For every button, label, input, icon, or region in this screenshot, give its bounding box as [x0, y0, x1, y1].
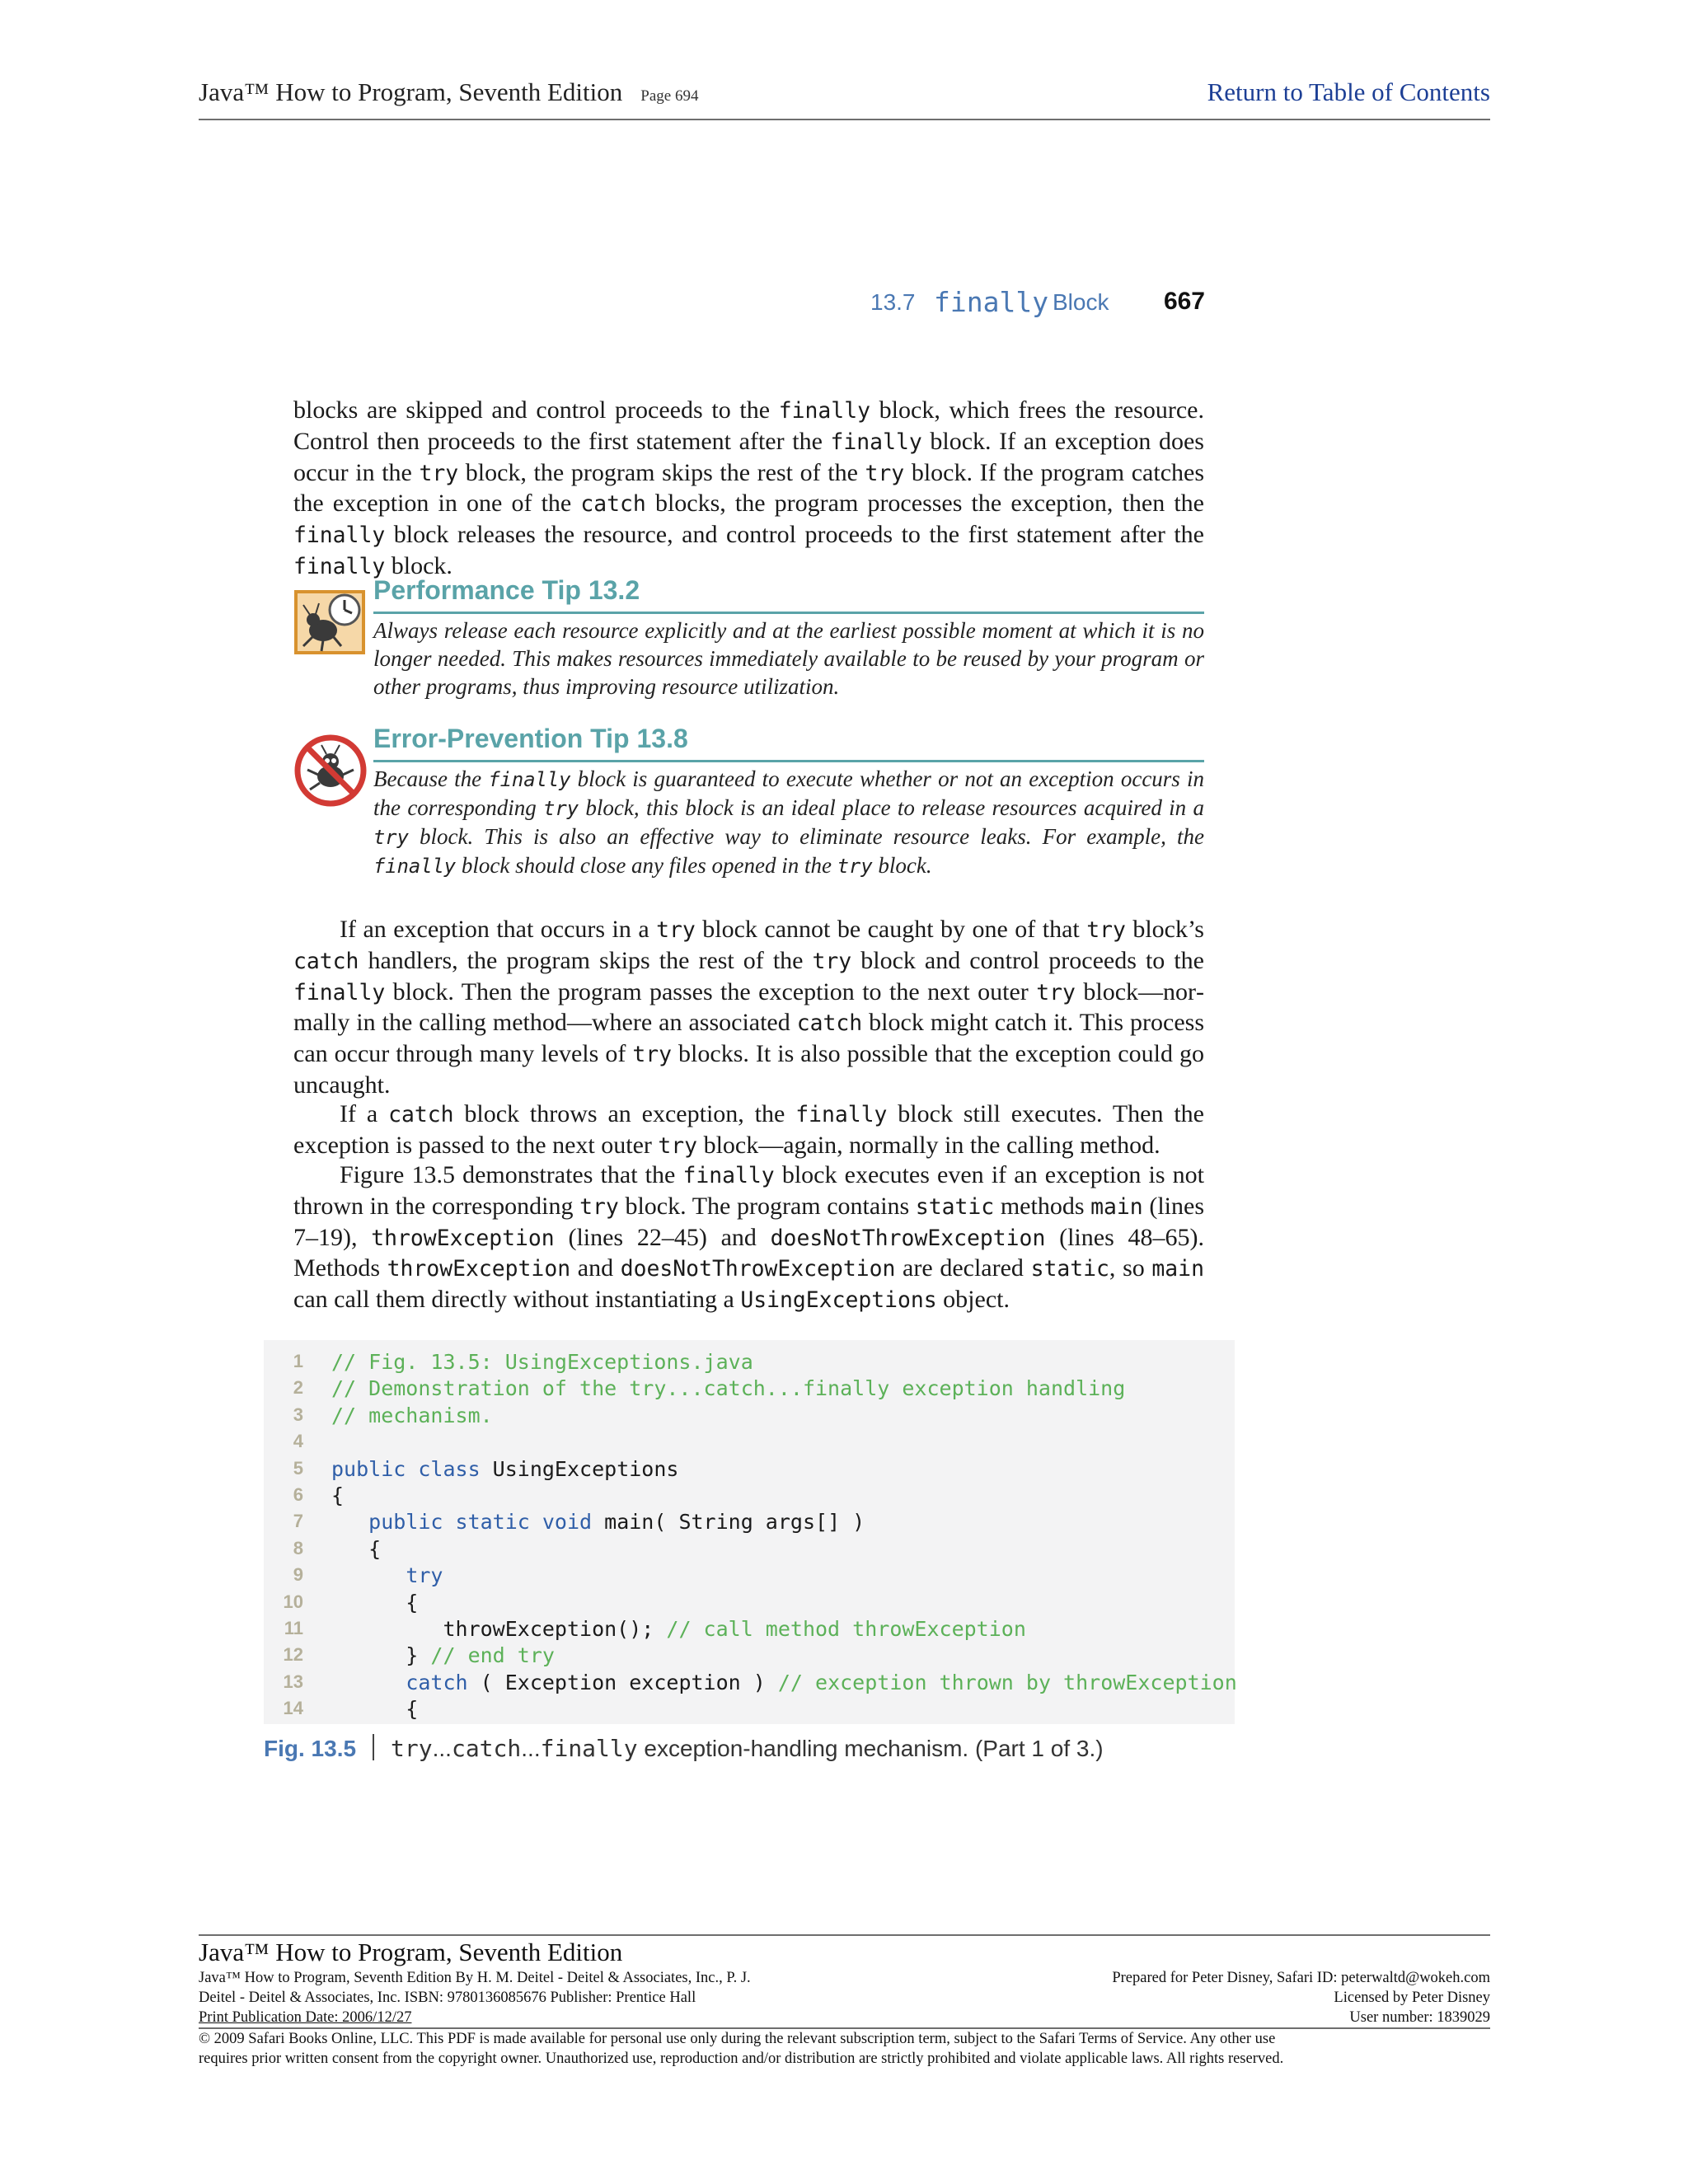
line-number: 11: [284, 1618, 303, 1638]
text-run: block cannot be caught by one of that: [695, 916, 1087, 943]
inline-code: doesNotThrowException: [620, 1256, 896, 1282]
code-text: [331, 1671, 1237, 1694]
text-run: block’s: [1125, 916, 1204, 943]
text-run: and: [570, 1254, 621, 1282]
text-run: block.: [385, 551, 452, 579]
inline-code: UsingExceptions: [740, 1287, 937, 1314]
code-line: [264, 1350, 1235, 1376]
caption-divider: [373, 1734, 374, 1760]
code-comment: // Demonstration of the try...catch...finally exception handling: [331, 1376, 1126, 1401]
text-run: block releases the resource, and control proceeds to the first statement after the: [385, 521, 1204, 549]
code-plain: [331, 1671, 406, 1694]
text-run: block. If an exception does occur in the: [293, 427, 1204, 486]
caption-text: [391, 1736, 1104, 1761]
text-run: methods: [994, 1192, 1091, 1220]
code-plain: {: [331, 1697, 419, 1722]
line-number: 5: [293, 1457, 303, 1479]
inline-code: finally: [293, 979, 386, 1005]
copyright-line-2: requires prior written consent from the copyright owner. Unauthorized use, reproduction and/or distribution are strictly prohibited and violate applicable laws. All rights reserved.: [199, 2050, 1284, 2067]
page-header: [199, 74, 1490, 120]
text-run: block.: [872, 853, 932, 878]
inline-code: finally: [488, 768, 571, 791]
line-number: 12: [283, 1644, 303, 1666]
text-run: (lines 7–19),: [293, 1192, 1204, 1251]
body-paragraph-3: [293, 1099, 1204, 1160]
no-bug-icon: [293, 733, 368, 808]
footer-right-line-3: User number: 1839029: [1349, 2009, 1490, 2026]
text-run: object.: [936, 1286, 1010, 1314]
line-number: 4: [293, 1431, 303, 1452]
text-run: Always release each resource explicitly and at the earliest possible moment at which it is no longer needed. This makes resources immediately available to be reused by your program or other programs, thus improving resource utilization.: [373, 618, 1204, 699]
performance-tip-title: Performance Tip 13.2: [373, 575, 1204, 614]
header-page-label: Page 694: [640, 87, 699, 105]
text-run: Because the: [373, 766, 489, 791]
code-plain: {: [331, 1536, 382, 1561]
text-run: block still executes. Then the exception is passed to the next outer: [293, 1100, 1205, 1159]
code-text: [331, 1591, 418, 1615]
inline-code: try: [1036, 979, 1076, 1005]
code-text: [331, 1404, 493, 1427]
code-line: [264, 1376, 1235, 1402]
text-run: block, this block is an ideal place to release resources acquired in a: [579, 795, 1204, 820]
inline-code: static: [915, 1193, 995, 1220]
inline-code: finally: [293, 523, 386, 549]
code-text: [331, 1643, 555, 1667]
code-line: [264, 1404, 1235, 1429]
inline-code: finally: [830, 429, 922, 455]
code-comment: // end try: [430, 1643, 555, 1668]
line-number: 8: [293, 1537, 303, 1558]
line-number: 10: [283, 1591, 303, 1612]
inline-code: try: [656, 917, 696, 943]
text-run: ...: [521, 1736, 541, 1761]
text-run: block throws an exception, the: [453, 1100, 796, 1127]
inline-code: try: [579, 1193, 619, 1220]
error-prevention-tip-title: Error-Prevention Tip 13.8: [373, 724, 1204, 762]
line-number: 2: [293, 1377, 303, 1399]
text-run: exception-handling mechanism. (Part 1 of 3.): [637, 1736, 1104, 1761]
footer-left-line-3: Print Publication Date: 2006/12/27: [199, 2009, 412, 2026]
text-run: blocks, the program processes the exception, then the: [645, 490, 1205, 518]
code-plain: [331, 1563, 406, 1587]
text-run: block, the program skips the rest of the: [458, 458, 865, 486]
copyright-line-1: © 2009 Safari Books Online, LLC. This PDF is made available for personal use only during the relevant subscription term, subject to the Safari Terms of Service. Any other use: [199, 2031, 1276, 2047]
code-text: [331, 1537, 381, 1561]
code-plain: main( String args[] ): [592, 1510, 865, 1535]
text-run: block—again, normally in the calling method.: [697, 1131, 1160, 1159]
inline-code: try: [812, 948, 852, 974]
bug-with-stopwatch-icon: [293, 585, 368, 659]
code-line: [264, 1510, 1235, 1535]
section-keyword: finally: [934, 286, 1049, 318]
line-number: 6: [293, 1484, 303, 1505]
inline-code: doesNotThrowException: [770, 1225, 1046, 1251]
text-run: If an exception that occurs in a: [340, 916, 657, 943]
text-run: (lines 22–45) and: [554, 1223, 771, 1251]
line-number: 7: [293, 1511, 303, 1532]
text-run: ...: [432, 1736, 452, 1761]
text-run: can call them directly without instantiating a: [293, 1286, 741, 1314]
code-line: [264, 1591, 1235, 1616]
code-line: [264, 1617, 1235, 1643]
inline-code: catch: [388, 1102, 454, 1127]
text-run: block. Then the program passes the exception to the next outer: [385, 977, 1037, 1005]
line-number: 9: [293, 1564, 303, 1586]
inline-code: static: [1030, 1256, 1109, 1282]
text-run: blocks. It is also possible that the exception could go uncaught.: [293, 1040, 1204, 1099]
code-plain: UsingExceptions: [480, 1456, 679, 1481]
line-number: 1: [293, 1351, 303, 1371]
inline-code: try: [373, 826, 409, 849]
text-run: (lines 48–65). Methods: [293, 1223, 1204, 1282]
body-paragraph-1: [293, 396, 1204, 583]
inline-code: try: [632, 1042, 673, 1068]
performance-tip: [293, 575, 1204, 707]
footer-left-line-1: Java™ How to Program, Seventh Edition By H. M. Deitel - Deitel & Associates, Inc., P. J.: [199, 1970, 751, 1986]
inline-code: try: [658, 1132, 698, 1159]
error-prevention-tip-body: [373, 765, 1204, 880]
return-to-toc-link[interactable]: Return to Table of Contents: [1207, 77, 1490, 106]
inline-code: try: [865, 460, 905, 486]
inline-code: finally: [682, 1163, 775, 1188]
code-text: [331, 1697, 418, 1721]
code-line: [264, 1697, 1235, 1722]
inline-code: catch: [451, 1735, 522, 1762]
code-plain: ( Exception exception ): [467, 1670, 778, 1694]
text-run: block—normally in the calling method—where an associated: [293, 977, 1205, 1037]
text-run: block and control proceeds to the: [851, 946, 1204, 974]
code-plain: }: [331, 1643, 431, 1668]
footer-book-title: Java™ How to Program, Seventh Edition: [199, 1938, 623, 1966]
body-paragraph-2: [293, 915, 1204, 1098]
inline-code: try: [837, 855, 873, 878]
header-book-title: Java™ How to Program, Seventh Edition Page 694: [199, 77, 699, 106]
section-word: Block: [1053, 289, 1109, 315]
text-run: block is guaranteed to execute whether or not an exception occurs in the corresponding: [373, 766, 1205, 820]
inline-code: try: [391, 1735, 433, 1762]
performance-tip-body: [373, 616, 1204, 701]
footer-divider: [199, 1934, 1490, 1936]
inline-code: finally: [293, 553, 386, 579]
code-plain: {: [331, 1483, 345, 1507]
running-head: [824, 284, 1205, 322]
code-line: [264, 1483, 1235, 1509]
code-text: [331, 1457, 678, 1481]
code-keyword: try: [406, 1563, 443, 1588]
inline-code: try: [1086, 917, 1126, 943]
code-keyword: public static void: [368, 1510, 593, 1535]
code-line: [264, 1457, 1235, 1483]
code-plain: [331, 1510, 368, 1534]
inline-code: try: [419, 460, 459, 486]
text-run: block. If the program catches the exception in one of the: [293, 458, 1204, 518]
text-run: , so: [1109, 1254, 1152, 1282]
code-comment: // Fig. 13.5: UsingExceptions.java: [331, 1350, 753, 1374]
code-text: [331, 1563, 443, 1587]
code-line: [264, 1671, 1235, 1696]
text-run: block. The program contains: [618, 1192, 916, 1220]
body-paragraph-4: [293, 1160, 1204, 1315]
inline-code: try: [543, 797, 579, 820]
code-line: [264, 1537, 1235, 1563]
inline-code: finally: [778, 398, 870, 424]
inline-code: main: [1090, 1193, 1143, 1220]
footer-copyright-divider: [199, 2027, 1490, 2029]
inline-code: catch: [580, 491, 646, 518]
footer-left-line-2: Deitel - Deitel & Associates, Inc. ISBN: 9780136085676 Publisher: Prentice Hall: [199, 1990, 696, 2006]
text-run: block, which frees the resource. Control then proceeds to the first statement after the: [293, 396, 1204, 455]
inline-code: finally: [540, 1735, 638, 1762]
code-line: [264, 1563, 1235, 1589]
code-text: [331, 1617, 1026, 1641]
text-run: If a: [340, 1100, 389, 1127]
inline-code: main: [1151, 1256, 1204, 1282]
line-number: 14: [283, 1698, 303, 1719]
section-number: 13.7: [870, 289, 916, 315]
code-plain: throwException();: [331, 1617, 667, 1641]
code-comment: // exception thrown by throwException: [777, 1670, 1237, 1694]
code-plain: {: [331, 1590, 419, 1615]
code-listing: [264, 1340, 1235, 1724]
code-keyword: catch: [406, 1670, 468, 1694]
inline-code: throwException: [387, 1256, 571, 1282]
error-prevention-tip: [293, 724, 1204, 880]
text-run: block should close any files opened in the: [456, 853, 837, 878]
code-text: [331, 1376, 1125, 1400]
text-run: block might catch it. This process can occur through many levels of: [293, 1009, 1204, 1068]
inline-code: catch: [293, 948, 359, 974]
text-run: block. This is also an effective way to eliminate resource leaks. For example, the: [408, 824, 1204, 849]
inline-code: finally: [373, 855, 457, 878]
code-line: [264, 1643, 1235, 1669]
code-line: [264, 1430, 1235, 1455]
code-comment: // mechanism.: [331, 1403, 493, 1427]
book-page-number: 667: [1163, 288, 1205, 315]
text-run: block executes even if an exception is not thrown in the corresponding: [293, 1161, 1204, 1220]
code-text: [331, 1483, 344, 1507]
code-keyword: public class: [331, 1456, 481, 1481]
footer-right-line-2: Licensed by Peter Disney: [1334, 1990, 1490, 2006]
line-number: 3: [293, 1404, 303, 1425]
code-comment: // call method throwException: [666, 1617, 1026, 1641]
line-number: 13: [283, 1671, 303, 1692]
text-run: handlers, the program skips the rest of the: [359, 946, 813, 974]
inline-code: catch: [796, 1010, 863, 1037]
code-text: [331, 1510, 865, 1534]
figure-label: Fig. 13.5: [264, 1736, 357, 1761]
figure-caption: [264, 1734, 1235, 1770]
text-run: are declared: [895, 1254, 1031, 1282]
footer-right-line-1: Prepared for Peter Disney, Safari ID: peterwaltd@wokeh.com: [1112, 1970, 1490, 1986]
inline-code: finally: [795, 1102, 888, 1127]
text-run: blocks are skipped and control proceeds to the: [293, 396, 779, 424]
inline-code: throwException: [371, 1225, 555, 1251]
text-run: Figure 13.5 demonstrates that the: [340, 1161, 683, 1188]
code-text: [331, 1350, 753, 1374]
